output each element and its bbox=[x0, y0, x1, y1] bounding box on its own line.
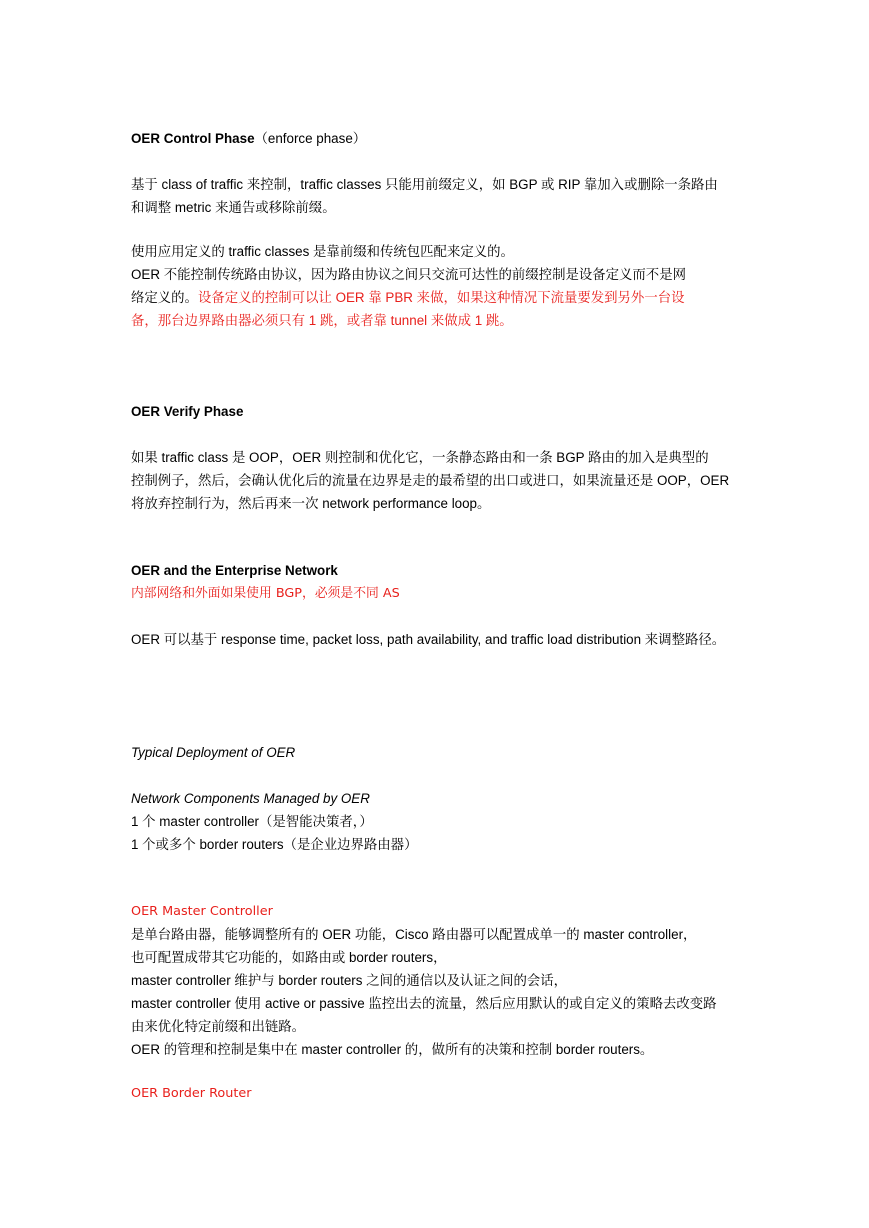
verify-phase-heading: OER Verify Phase bbox=[131, 404, 244, 419]
deployment-subheading: Network Components Managed by OER bbox=[131, 791, 370, 806]
control-phase-title: OER Control Phase bbox=[131, 131, 255, 146]
control-paragraph-line bbox=[131, 286, 743, 309]
master-controller-heading: OER Master Controller bbox=[131, 904, 273, 919]
master-paragraph-line: 也可配置成带其它功能的，如路由或 border routers， bbox=[131, 950, 447, 965]
master-paragraph-line: 由来优化特定前缀和出链路。 bbox=[131, 1019, 306, 1034]
control-paragraph-line: 和调整 metric 来通告或移除前缀。 bbox=[131, 200, 336, 215]
deployment-list-item: 1 个或多个 border routers（是企业边界路由器） bbox=[131, 837, 418, 852]
control-highlight-line: 备，那台边界路由器必须只有 1 跳，或者靠 tunnel 来做成 1 跳。 bbox=[131, 313, 513, 328]
enterprise-heading: OER and the Enterprise Network bbox=[131, 563, 338, 578]
border-router-heading: OER Border Router bbox=[131, 1086, 252, 1101]
master-paragraph-line: master controller 使用 active or passive 监控出去的流量，然后应用默认的或自定义的策略去改变路 bbox=[131, 996, 717, 1011]
verify-paragraph-line: 控制例子，然后，会确认优化后的流量在边界是走的最希望的出口或进口，如果流量还是 OOP，OER bbox=[131, 473, 730, 488]
verify-paragraph-line: 将放弃控制行为，然后再来一次 network performance loop。 bbox=[131, 496, 491, 511]
control-paragraph-text: 络定义的。 bbox=[131, 290, 198, 305]
enterprise-red-note: 内部网络和外面如果使用 BGP，必须是不同 AS bbox=[131, 586, 400, 601]
master-paragraph-line: master controller 维护与 border routers 之间的通信以及认证之间的会话， bbox=[131, 973, 568, 988]
master-paragraph-line: 是单台路由器，能够调整所有的 OER 功能，Cisco 路由器可以配置成单一的 master controller， bbox=[131, 927, 697, 942]
master-paragraph-line: OER 的管理和控制是集中在 master controller 的，做所有的决策和控制 border routers。 bbox=[131, 1042, 654, 1057]
verify-paragraph-line: 如果 traffic class 是 OOP，OER 则控制和优化它，一条静态路由和一条 BGP 路由的加入是典型的 bbox=[131, 450, 709, 465]
deployment-list-item: 1 个 master controller（是智能决策者，） bbox=[131, 814, 373, 829]
deployment-heading: Typical Deployment of OER bbox=[131, 745, 296, 760]
control-phase-heading bbox=[131, 127, 743, 150]
enterprise-paragraph-line: OER 可以基于 response time, packet loss, path availability, and traffic load distribution 来调整路径。 bbox=[131, 632, 726, 647]
control-paragraph-line: 基于 class of traffic 来控制，traffic classes 只能用前缀定义，如 BGP 或 RIP 靠加入或删除一条路由 bbox=[131, 177, 718, 192]
control-phase-subtitle: （enforce phase） bbox=[254, 131, 367, 146]
control-paragraph-line: 使用应用定义的 traffic classes 是靠前缀和传统包匹配来定义的。 bbox=[131, 244, 514, 259]
control-paragraph-line: OER 不能控制传统路由协议，因为路由协议之间只交流可达性的前缀控制是设备定义而不是网 bbox=[131, 267, 686, 282]
control-highlight-text: 设备定义的控制可以让 OER 靠 PBR 来做，如果这种情况下流量要发到另外一台设 bbox=[197, 290, 685, 305]
